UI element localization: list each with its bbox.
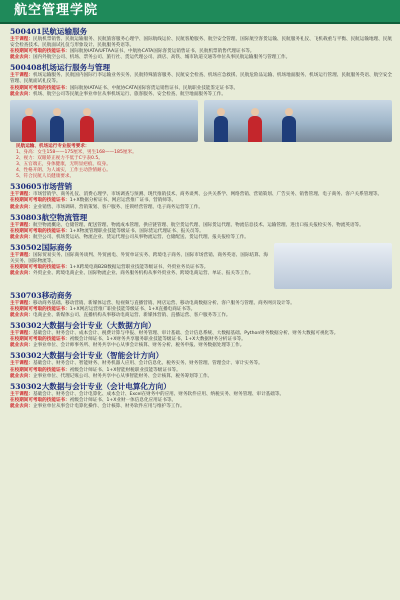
paragraph-label: 主干课程： <box>10 361 33 367</box>
program-paragraph <box>10 55 392 61</box>
photo-row <box>10 100 392 142</box>
paragraph-text: 1+X网店运营推广职业技能等级证书、1+X直播电商证书等。 <box>69 306 196 312</box>
paragraph-label: 主干课程： <box>10 73 34 79</box>
paragraph-text: 企事业单位、会计师事务所、财务共享中心从事会计核算、财务分析、税务申报、财务数据处理等工作。 <box>32 343 245 349</box>
program-title: 530803航空物流管理 <box>10 212 88 222</box>
paragraph-label: 就业去向： <box>10 234 33 240</box>
paragraph-label: 主干课程： <box>10 192 33 198</box>
paragraph-label: 在校期间可考取的技能证书： <box>10 367 70 373</box>
paragraph-label: 在校期间可考取的技能证书： <box>10 85 70 91</box>
requirement-item: 3、五官端正，身体健康，无明显疤痕、纹身。 <box>16 162 111 168</box>
paragraph-label: 主干课程： <box>10 331 33 337</box>
program-section <box>10 243 392 289</box>
program-section <box>10 321 392 349</box>
paragraph-label: 在校期间可考取的技能证书： <box>10 306 70 312</box>
staff-photo <box>10 100 198 142</box>
program-section <box>10 213 392 241</box>
paragraph-text: 国际贸易实务、国际商务谈判、外贸函电、外贸单证实务、跨境电子商务、国际市场营销、商务英语、国际结算、海关实务、国际物流等。 <box>10 252 268 264</box>
paragraph-label: 就业去向： <box>10 271 33 277</box>
requirement-item: 1、身高：女生158——175厘米，男生168——185厘米。 <box>16 149 137 155</box>
program-section <box>10 291 392 319</box>
paragraph-label: 主干课程： <box>10 37 34 42</box>
program-title: 530605市场营销 <box>10 182 73 192</box>
program-section <box>10 351 392 379</box>
paragraph-text: 航空物流概论、仓储管理、配送管理、物流成本管理、供应链管理、航空货运代理、国际货运代理、物流信息技术、运输管理、进出口报关报检实务、物流英语等。 <box>32 222 364 228</box>
paragraph-label: 就业去向： <box>10 55 33 61</box>
paragraph-text: 企事业单位、代理记账公司、财务共享中心从事智能财务、会计核算、税务筹划等工作。 <box>32 373 213 379</box>
requirements-box <box>10 144 392 181</box>
content <box>0 24 400 600</box>
paragraph-label: 在校期间可考取的技能证书： <box>10 397 70 403</box>
paragraph-label: 在校期间可考取的技能证书： <box>10 49 70 55</box>
paragraph-label: 在校期间可考取的技能证书： <box>10 265 70 271</box>
program-paragraph <box>10 313 392 319</box>
paragraph-label: 主干课程： <box>10 391 33 397</box>
paragraph-text: 初级会计师证书、1+X业财一体信息化应用证书等。 <box>69 397 177 403</box>
program-paragraph <box>10 404 392 410</box>
paragraph-text: 电商企业、新媒体公司、直播机构从事移动电商运营、新媒体营销、直播运营、客户服务等工作。 <box>32 313 231 319</box>
page-header <box>0 0 400 24</box>
program-section <box>10 182 392 210</box>
program-section <box>10 27 392 61</box>
paragraph-label: 就业去向： <box>10 313 33 319</box>
paragraph-label: 就业去向： <box>10 343 33 349</box>
paragraph-text: 基础会计、财务会计、会计电算化、成本会计、Excel在财务中的应用、财务软件应用、纳税实务、财务管理、审计基础等。 <box>32 391 285 397</box>
program-paragraph <box>10 343 392 349</box>
paragraph-label: 主干课程： <box>10 222 33 228</box>
program-title: 500401民航运输服务 <box>10 27 88 36</box>
paragraph-text: 国内外航空公司、机场、票务公司、旅行社、货运代理公司、酒店、高铁、城市轨道交通等单位从事民航运输服务与管理工作。 <box>32 55 291 61</box>
requirement-item: 5、符合民航人员健康要求。 <box>16 174 75 180</box>
paragraph-text: 1+X跨境电商B2B数据运营职业技能等级证书、外贸业务员证书等。 <box>69 265 209 271</box>
program-title: 530502国际商务 <box>10 242 73 252</box>
program-title: 500408机场运行服务与管理 <box>10 63 111 73</box>
paragraph-label: 就业去向： <box>10 91 33 97</box>
paragraph-label: 在校期间可考取的技能证书： <box>10 337 70 343</box>
paragraph-text: 1+X数据分析证书、网店运营推广证书、营销师等。 <box>69 198 177 204</box>
program-section <box>10 382 392 410</box>
program-section <box>10 144 392 181</box>
requirement-item: 4、性格开朗、为人诚实，工作主动热情耐心。 <box>16 168 111 174</box>
page-title: 航空管理学院 <box>14 3 99 18</box>
paragraph-label: 就业去向： <box>10 204 33 210</box>
paragraph-text: 基础会计、财务会计、智能财务、财务机器人应用、会计信息化、税务实务、财务管理、管理会计、审计实务等。 <box>32 361 263 367</box>
paragraph-label: 就业去向： <box>10 373 33 379</box>
program-title: 530302大数据与会计专业（会计电算化方向） <box>10 381 171 391</box>
paragraph-text: 民航机票销售、民航运输服务、民航旅客服务心理学、国际航线运价、民航客舱服务、航空安全管理、国际航空客货运输、民航服务礼仪、飞机载重与平衡、民航运输地理、民航安全检查技术、民航面试礼仪与形象设计、民航服务英语等。 <box>10 37 392 49</box>
requirements-title: 民航运输、机场运行专业报考要求： <box>16 143 90 149</box>
program-paragraph <box>10 73 392 85</box>
paragraph-text: 机场、航空公司等民航企事业单位从事机场运行、旅客服务、安全检查、航空地面服务等工作。 <box>32 91 226 97</box>
paragraph-text: 基础会计、财务会计、成本会计、税费计算与申报、财务管理、审计基础、会计信息系统、大数据基础、Python财务数据分析、财务大数据可视化等。 <box>32 331 339 337</box>
paragraph-label: 在校期间可考取的技能证书： <box>10 228 70 234</box>
paragraph-text: 国际航协IATA/UFTAA证书、中航协CATA国际客货运销售证书、民航机票销售代理证书等。 <box>69 49 255 55</box>
paragraph-text: 企业销售、市场调研、营销策划、客户服务、连锁经营管理、电子商务运营等工作。 <box>32 204 203 210</box>
program-title: 530703移动商务 <box>10 290 73 300</box>
paragraph-text: 航空公司、机场货运站、物流企业、货运代理公司从事物流运营、仓储配送、货运代理、报关报检等工作。 <box>32 234 249 240</box>
paragraph-text: 初级会计师证书、1+X智能财税职业技能等级证书等。 <box>69 367 181 373</box>
paragraph-label: 在校期间可考取的技能证书： <box>10 198 70 204</box>
program-title: 530302大数据与会计专业（智能会计方向） <box>10 351 164 361</box>
requirement-item: 2、视力：双眼矫正视力不低于C字表0.5。 <box>16 155 103 161</box>
paragraph-text: 国际航协IATA证书、中航协CATA国际客货运销售证书、民航职业技能鉴定证书等。 <box>69 85 239 91</box>
program-paragraph <box>10 37 392 49</box>
paragraph-text: 1+X物流管理职业技能等级证书、国际货运代理证书、报关员等。 <box>69 228 204 234</box>
paragraph-text: 初级会计师证书、1+X财务共享服务职业技能等级证书、1+X大数据财务分析证书等。 <box>69 337 246 343</box>
program-paragraph <box>10 374 392 380</box>
paragraph-text: 移动商务基础、移动营销、新媒体运营、短视频与直播营销、网店运营、移动电商数据分析、客户服务与管理、商务网页设计等。 <box>32 300 295 306</box>
program-title: 530302大数据与会计专业（大数据方向） <box>10 321 156 331</box>
program-paragraph <box>10 205 392 211</box>
staff-photo <box>204 100 392 142</box>
paragraph-text: 外贸企业、跨境电商企业、国际物流企业、商务服务机构从事外贸业务、跨境电商运营、单证、报关等工作。 <box>32 271 254 277</box>
paragraph-text: 市场营销学、商务礼仪、消费心理学、市场调查与预测、现代推销技术、商务谈判、公共关系学、网络营销、营销策划、广告实务、销售管理、电子商务、客户关系管理等。 <box>32 192 383 198</box>
program-paragraph <box>10 92 392 98</box>
campus-photo <box>274 243 392 289</box>
program-section <box>10 63 392 141</box>
paragraph-label: 主干课程： <box>10 252 34 258</box>
paragraph-text: 企事业单位从事会计电算化操作、会计核算、财务软件应用与维护等工作。 <box>32 403 185 409</box>
paragraph-label: 主干课程： <box>10 300 33 306</box>
paragraph-text: 机场运输服务、民航国内国际行李运输业务实务、民航特殊旅客服务、民航安全检查、机场应急救援、民航危险品运输、机场地面服务、机场运行管理、民航服务英语、航空安全管理、民航面试礼仪等。 <box>10 73 392 85</box>
program-paragraph <box>10 235 392 241</box>
paragraph-label: 就业去向： <box>10 403 33 409</box>
